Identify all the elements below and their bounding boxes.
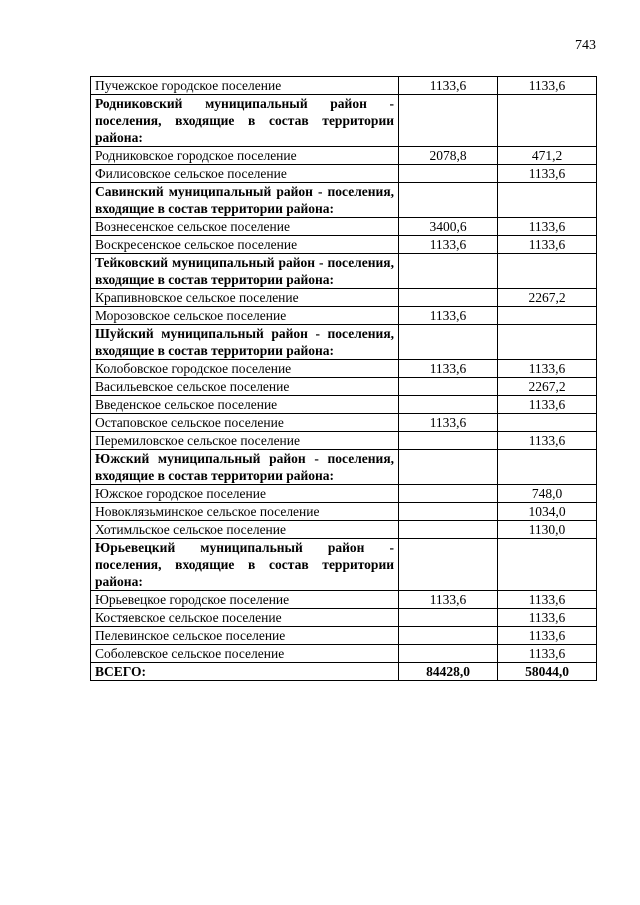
settlement-name-cell: Южское городское поселение bbox=[91, 485, 399, 503]
table-row bbox=[91, 396, 597, 414]
value-col-1-cell bbox=[399, 396, 498, 414]
value-col-1-cell: 1133,6 bbox=[399, 236, 498, 254]
value-col-2-cell bbox=[498, 254, 597, 289]
district-header-row bbox=[91, 254, 597, 289]
value-col-2-cell: 1133,6 bbox=[498, 609, 597, 627]
value-col-2-cell bbox=[498, 414, 597, 432]
value-col-2-cell bbox=[498, 325, 597, 360]
value-col-1-cell bbox=[399, 95, 498, 147]
settlement-name-cell: Юрьевецкое городское поселение bbox=[91, 591, 399, 609]
total-row bbox=[91, 663, 597, 681]
settlement-name-cell: Костяевское сельское поселение bbox=[91, 609, 399, 627]
value-col-1-cell bbox=[399, 645, 498, 663]
table-row bbox=[91, 609, 597, 627]
value-col-1-cell: 1133,6 bbox=[399, 414, 498, 432]
value-col-2-cell: 1034,0 bbox=[498, 503, 597, 521]
settlement-name-cell: Крапивновское сельское поселение bbox=[91, 289, 399, 307]
value-col-2-cell: 1133,6 bbox=[498, 218, 597, 236]
value-col-1-cell: 1133,6 bbox=[399, 307, 498, 325]
value-col-2-cell: 1133,6 bbox=[498, 645, 597, 663]
table-row bbox=[91, 147, 597, 165]
settlement-name-cell: Новоклязьминское сельское поселение bbox=[91, 503, 399, 521]
value-col-2-cell bbox=[498, 539, 597, 591]
value-col-1-cell bbox=[399, 450, 498, 485]
value-col-1-cell bbox=[399, 183, 498, 218]
district-header-row bbox=[91, 325, 597, 360]
value-col-2-cell bbox=[498, 307, 597, 325]
table-row bbox=[91, 236, 597, 254]
value-col-1-cell bbox=[399, 289, 498, 307]
settlement-name-cell: Хотимльское сельское поселение bbox=[91, 521, 399, 539]
value-col-1-cell: 1133,6 bbox=[399, 591, 498, 609]
value-col-2-cell: 1133,6 bbox=[498, 165, 597, 183]
value-col-1-cell bbox=[399, 503, 498, 521]
value-col-2-cell: 58044,0 bbox=[498, 663, 597, 681]
value-col-2-cell: 2267,2 bbox=[498, 289, 597, 307]
table-row bbox=[91, 485, 597, 503]
table-body bbox=[91, 77, 597, 681]
table-row bbox=[91, 378, 597, 396]
value-col-1-cell: 2078,8 bbox=[399, 147, 498, 165]
table-row bbox=[91, 360, 597, 378]
table-row bbox=[91, 432, 597, 450]
district-header-cell: Тейковский муниципальный район - поселения, входящие в состав территории района: bbox=[91, 254, 399, 289]
value-col-2-cell: 471,2 bbox=[498, 147, 597, 165]
settlement-name-cell: Соболевское сельское поселение bbox=[91, 645, 399, 663]
value-col-2-cell: 1130,0 bbox=[498, 521, 597, 539]
district-header-row bbox=[91, 95, 597, 147]
value-col-2-cell: 1133,6 bbox=[498, 77, 597, 95]
district-header-cell: Южский муниципальный район - поселения, входящие в состав территории района: bbox=[91, 450, 399, 485]
settlement-name-cell: ВСЕГО: bbox=[91, 663, 399, 681]
value-col-1-cell: 3400,6 bbox=[399, 218, 498, 236]
value-col-2-cell: 1133,6 bbox=[498, 236, 597, 254]
settlement-name-cell: Введенское сельское поселение bbox=[91, 396, 399, 414]
page-number: 743 bbox=[575, 38, 596, 53]
table-row bbox=[91, 77, 597, 95]
table-row bbox=[91, 591, 597, 609]
value-col-1-cell bbox=[399, 627, 498, 645]
settlement-name-cell: Родниковское городское поселение bbox=[91, 147, 399, 165]
value-col-1-cell: 84428,0 bbox=[399, 663, 498, 681]
settlement-name-cell: Пучежское городское поселение bbox=[91, 77, 399, 95]
settlement-name-cell: Перемиловское сельское поселение bbox=[91, 432, 399, 450]
value-col-1-cell bbox=[399, 485, 498, 503]
value-col-1-cell bbox=[399, 254, 498, 289]
table-row bbox=[91, 627, 597, 645]
district-header-cell: Шуйский муниципальный район - поселения, входящие в состав территории района: bbox=[91, 325, 399, 360]
value-col-1-cell bbox=[399, 521, 498, 539]
table-row bbox=[91, 218, 597, 236]
value-col-2-cell bbox=[498, 95, 597, 147]
value-col-1-cell bbox=[399, 165, 498, 183]
table-row bbox=[91, 521, 597, 539]
settlement-name-cell: Вознесенское сельское поселение bbox=[91, 218, 399, 236]
value-col-2-cell: 1133,6 bbox=[498, 627, 597, 645]
district-header-row bbox=[91, 450, 597, 485]
value-col-1-cell bbox=[399, 432, 498, 450]
table-row bbox=[91, 165, 597, 183]
settlement-name-cell: Остаповское сельское поселение bbox=[91, 414, 399, 432]
value-col-2-cell: 748,0 bbox=[498, 485, 597, 503]
value-col-1-cell bbox=[399, 325, 498, 360]
value-col-2-cell: 1133,6 bbox=[498, 360, 597, 378]
settlement-name-cell: Васильевское сельское поселение bbox=[91, 378, 399, 396]
settlement-name-cell: Морозовское сельское поселение bbox=[91, 307, 399, 325]
table-row bbox=[91, 414, 597, 432]
district-header-cell: Савинский муниципальный район - поселения, входящие в состав территории района: bbox=[91, 183, 399, 218]
table-row bbox=[91, 289, 597, 307]
settlements-table bbox=[90, 76, 597, 681]
district-header-cell: Юрьевецкий муниципальный район - поселения, входящие в состав территории района: bbox=[91, 539, 399, 591]
value-col-2-cell: 2267,2 bbox=[498, 378, 597, 396]
value-col-1-cell: 1133,6 bbox=[399, 360, 498, 378]
value-col-1-cell: 1133,6 bbox=[399, 77, 498, 95]
value-col-2-cell bbox=[498, 450, 597, 485]
value-col-2-cell bbox=[498, 183, 597, 218]
table-row bbox=[91, 503, 597, 521]
value-col-2-cell: 1133,6 bbox=[498, 396, 597, 414]
settlement-name-cell: Филисовское сельское поселение bbox=[91, 165, 399, 183]
district-header-cell: Родниковский муниципальный район - поселения, входящие в состав территории района: bbox=[91, 95, 399, 147]
value-col-2-cell: 1133,6 bbox=[498, 591, 597, 609]
value-col-1-cell bbox=[399, 378, 498, 396]
value-col-1-cell bbox=[399, 609, 498, 627]
district-header-row bbox=[91, 183, 597, 218]
value-col-2-cell: 1133,6 bbox=[498, 432, 597, 450]
table-row bbox=[91, 645, 597, 663]
table-row bbox=[91, 307, 597, 325]
district-header-row bbox=[91, 539, 597, 591]
settlement-name-cell: Пелевинское сельское поселение bbox=[91, 627, 399, 645]
settlement-name-cell: Колобовское городское поселение bbox=[91, 360, 399, 378]
value-col-1-cell bbox=[399, 539, 498, 591]
settlement-name-cell: Воскресенское сельское поселение bbox=[91, 236, 399, 254]
